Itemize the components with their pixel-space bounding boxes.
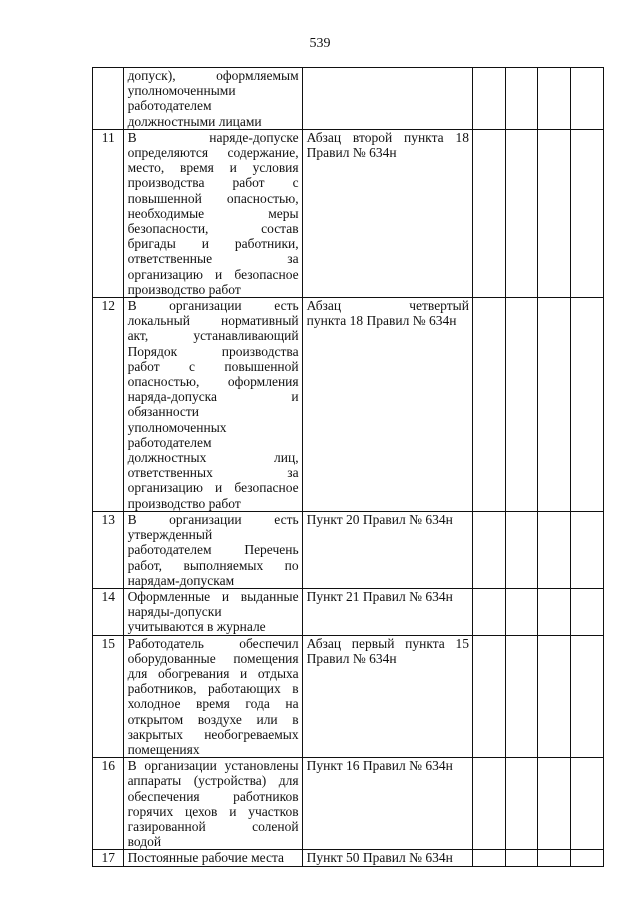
requirement-text-line: работодателем <box>127 98 212 114</box>
checklist-table <box>92 67 604 867</box>
regulation-reference-line: Абзац первый пункта 15 <box>306 635 469 651</box>
answer-no-cell <box>505 635 538 758</box>
requirement-text-line: уполномоченными <box>127 83 236 99</box>
row-number: 12 <box>93 298 124 512</box>
requirement-text-line: ответственных за <box>127 465 299 481</box>
row-number: 17 <box>93 850 124 866</box>
regulation-reference-line: Пункт 21 Правил № 634н <box>306 588 453 604</box>
table-row <box>93 129 604 297</box>
requirement-text-line: В организации есть <box>127 511 299 527</box>
requirement-text <box>123 850 302 866</box>
regulation-reference-line: Пункт 16 Правил № 634н <box>306 758 453 774</box>
answer-na-cell <box>538 588 571 635</box>
requirement-text-line: производство работ <box>127 495 241 511</box>
requirement-text-line: повышенной опасностью, <box>127 190 299 206</box>
requirement-text-line: В организации установлены <box>127 758 299 774</box>
table-row <box>93 68 604 130</box>
regulation-reference-line: Правил № 634н <box>306 650 397 666</box>
requirement-text-line: организацию и безопасное <box>127 480 299 496</box>
requirement-text-line: Работодатель обеспечил <box>127 635 299 651</box>
answer-na-cell <box>538 68 571 130</box>
requirement-text-line: работ с повышенной <box>127 358 299 374</box>
requirement-text-line: организацию и безопасное <box>127 266 299 282</box>
answer-yes-cell <box>472 635 505 758</box>
requirement-text-line: для обогревания и отдыха <box>127 665 299 681</box>
notes-cell <box>571 511 604 588</box>
requirement-text <box>123 758 302 850</box>
requirement-text-line: помещениях <box>127 741 200 757</box>
requirement-text-line: обязанности <box>127 404 200 420</box>
requirement-text-line: производства работ с <box>127 175 299 191</box>
requirement-text-line: оборудованные помещения <box>127 650 299 666</box>
answer-no-cell <box>505 511 538 588</box>
requirement-text-line: необходимые меры <box>127 205 299 221</box>
regulation-reference-line: Пункт 50 Правил № 634н <box>306 850 453 866</box>
answer-na-cell <box>538 129 571 297</box>
requirement-text-line: открытом воздухе или в <box>127 711 299 727</box>
answer-na-cell <box>538 635 571 758</box>
answer-yes-cell <box>472 129 505 297</box>
notes-cell <box>571 758 604 850</box>
regulation-reference-line: Правил № 634н <box>306 145 397 161</box>
requirement-text-line: Постоянные рабочие места <box>127 850 285 866</box>
requirement-text-line: водой <box>127 834 162 850</box>
regulation-reference-line: Абзац второй пункта 18 <box>306 129 469 145</box>
answer-no-cell <box>505 68 538 130</box>
requirement-text <box>123 511 302 588</box>
table-row <box>93 588 604 635</box>
requirement-text-line: закрытых необогреваемых <box>127 726 299 742</box>
requirement-text-line: работников, работающих в <box>127 681 299 697</box>
requirement-text-line: опасностью, оформления <box>127 374 299 390</box>
answer-no-cell <box>505 298 538 512</box>
row-number <box>93 68 124 130</box>
regulation-reference-line: Абзац четвертый <box>306 298 469 314</box>
requirement-text-line: аппараты (устройства) для <box>127 773 299 789</box>
requirement-text <box>123 298 302 512</box>
requirement-text-line: производство работ <box>127 281 241 297</box>
notes-cell <box>571 298 604 512</box>
notes-cell <box>571 68 604 130</box>
requirement-text-line: горячих цехов и участков <box>127 803 299 819</box>
answer-yes-cell <box>472 850 505 866</box>
page-number: 539 <box>309 36 331 51</box>
table-row <box>93 298 604 512</box>
requirement-text-line: В организации есть <box>127 298 299 314</box>
regulation-reference-line: пункта 18 Правил № 634н <box>306 313 457 329</box>
regulation-reference <box>302 129 472 297</box>
answer-no-cell <box>505 758 538 850</box>
notes-cell <box>571 850 604 866</box>
requirement-text-line: место, время и условия <box>127 160 299 176</box>
answer-no-cell <box>505 850 538 866</box>
answer-yes-cell <box>472 758 505 850</box>
requirement-text-line: работодателем <box>127 434 212 450</box>
requirement-text <box>123 129 302 297</box>
table-row <box>93 758 604 850</box>
answer-yes-cell <box>472 511 505 588</box>
requirement-text-line: акт, устанавливающий <box>127 328 299 344</box>
answer-na-cell <box>538 850 571 866</box>
requirement-text-line: нарядам-допускам <box>127 572 235 588</box>
regulation-reference <box>302 588 472 635</box>
requirement-text-line: допуск), оформляемым <box>127 68 299 83</box>
row-number: 11 <box>93 129 124 297</box>
row-number: 16 <box>93 758 124 850</box>
regulation-reference <box>302 635 472 758</box>
requirement-text-line: определяются содержание, <box>127 145 299 161</box>
requirement-text-line: бригады и работники, <box>127 236 299 252</box>
notes-cell <box>571 588 604 635</box>
regulation-reference <box>302 850 472 866</box>
requirement-text-line: обеспечения работников <box>127 788 299 804</box>
notes-cell <box>571 635 604 758</box>
answer-yes-cell <box>472 68 505 130</box>
requirement-text-line: работодателем Перечень <box>127 542 299 558</box>
answer-no-cell <box>505 588 538 635</box>
answer-yes-cell <box>472 588 505 635</box>
requirement-text <box>123 588 302 635</box>
requirement-text-line: холодное время года на <box>127 696 299 712</box>
requirement-text <box>123 68 302 130</box>
regulation-reference <box>302 298 472 512</box>
requirement-text-line: должностных лиц, <box>127 450 299 466</box>
requirement-text-line: Порядок производства <box>127 343 299 359</box>
requirement-text-line: ответственные за <box>127 251 299 267</box>
regulation-reference <box>302 511 472 588</box>
requirement-text-line: локальный нормативный <box>127 313 299 329</box>
requirement-text-line: наряда-допуска и <box>127 389 299 405</box>
requirement-text-line: В наряде-допуске <box>127 129 299 145</box>
answer-na-cell <box>538 298 571 512</box>
requirement-text-line: Оформленные и выданные <box>127 588 299 604</box>
regulation-reference-line: Пункт 20 Правил № 634н <box>306 511 453 527</box>
row-number: 14 <box>93 588 124 635</box>
requirement-text-line: газированной соленой <box>127 818 299 834</box>
regulation-reference <box>302 68 472 130</box>
notes-cell <box>571 129 604 297</box>
table-row <box>93 511 604 588</box>
row-number: 13 <box>93 511 124 588</box>
requirement-text <box>123 635 302 758</box>
requirement-text-line: должностными лицами <box>127 113 262 129</box>
regulation-reference <box>302 758 472 850</box>
requirement-text-line: учитываются в журнале <box>127 619 266 635</box>
answer-na-cell <box>538 758 571 850</box>
requirement-text-line: наряды-допуски <box>127 604 222 620</box>
answer-na-cell <box>538 511 571 588</box>
requirement-text-line: безопасности, состав <box>127 221 299 237</box>
row-number: 15 <box>93 635 124 758</box>
requirement-text-line: уполномоченных <box>127 419 227 435</box>
table-row <box>93 635 604 758</box>
checklist-rows <box>93 68 604 867</box>
requirement-text-line: утвержденный <box>127 527 213 543</box>
table-row <box>93 850 604 866</box>
answer-no-cell <box>505 129 538 297</box>
answer-yes-cell <box>472 298 505 512</box>
requirement-text-line: работ, выполняемых по <box>127 557 299 573</box>
